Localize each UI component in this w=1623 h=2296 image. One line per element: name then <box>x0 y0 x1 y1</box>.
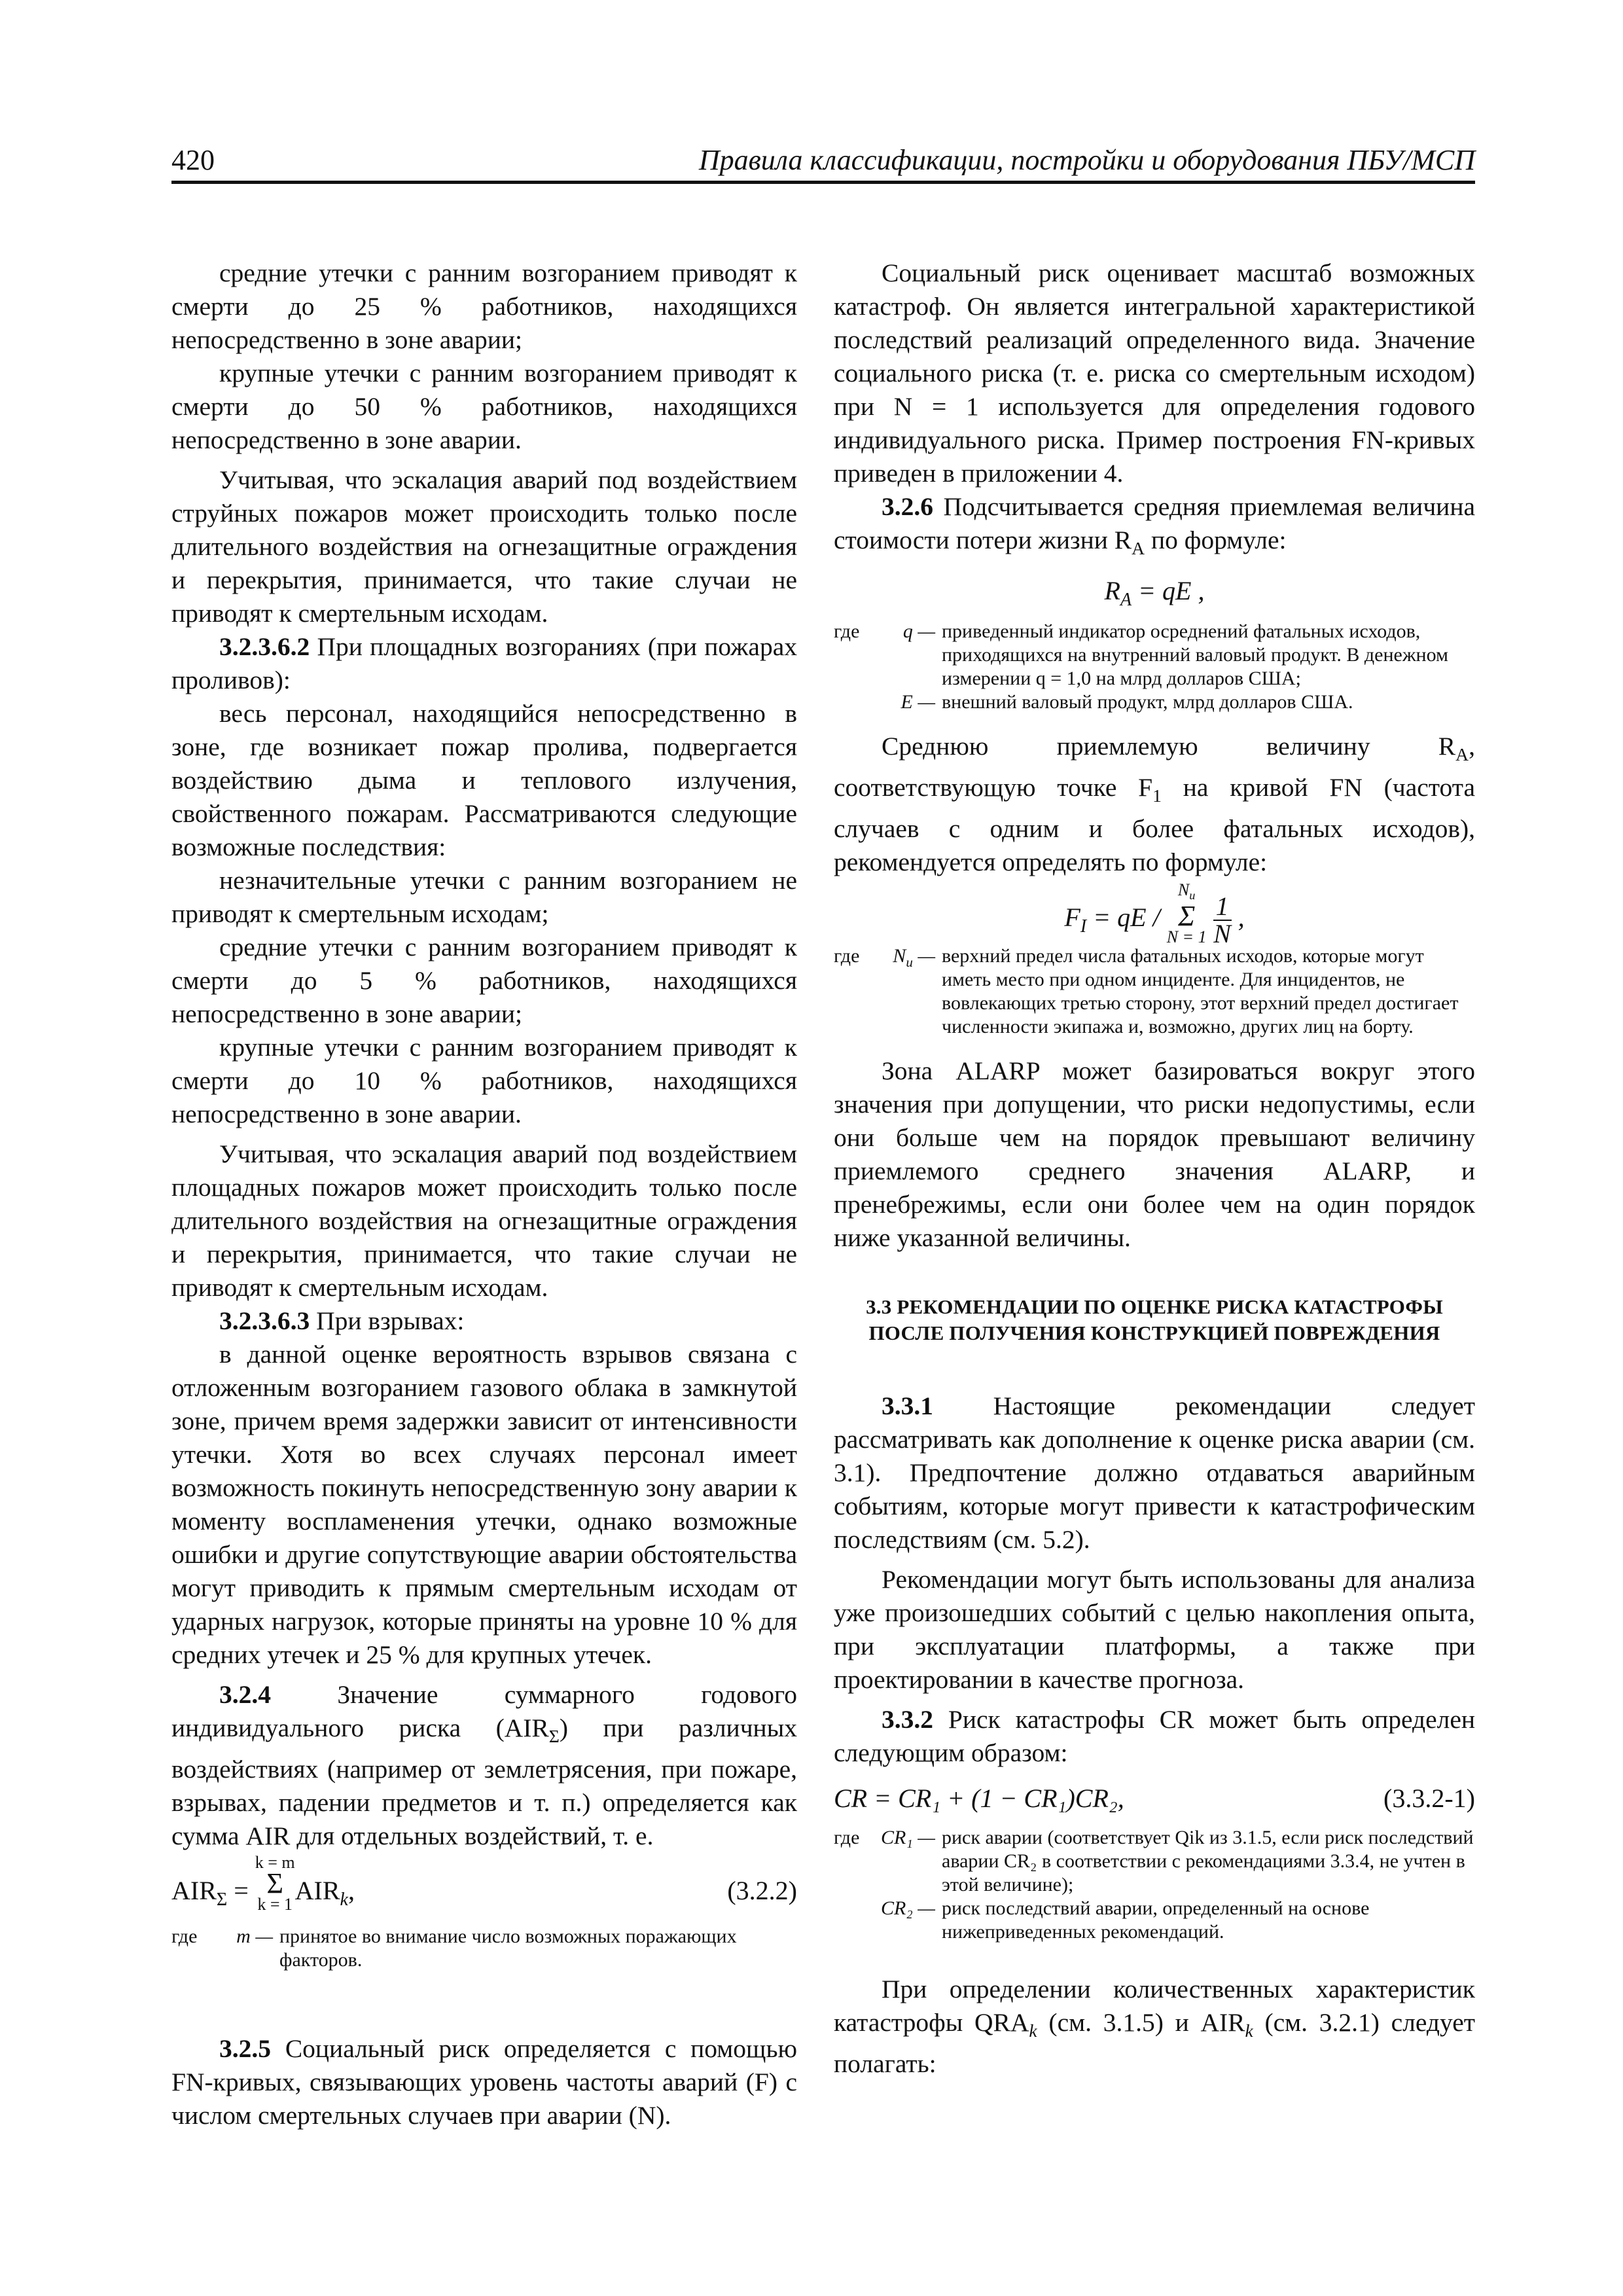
left-column <box>171 257 797 2132</box>
formula-ra: $R_A$ = qE , <box>1104 575 1205 610</box>
paragraph: 3.2.5 Социальный риск определяется с помощью FN-кривых, связывающих уровень частоты аварий (F) с числом смертельных случаев при аварии (N). <box>171 2034 797 2130</box>
clause-number: 3.2.6 <box>882 492 933 521</box>
formula-3-3-2-1: CR = CR₁ + (1 − CR₁)CR₂, (3.3.2-1) <box>834 1779 1475 1817</box>
formula-fi: $F_I$ = qE / $N_u$ Σ N = 1 $\frac{1}{N}$ , <box>1064 880 1245 948</box>
where-block: где q — приведенный индикатор осреднений фатальных исходов, приходящихся на внутренний валовый продукт. В денежном измерении q = 1,0 на млрд долларов США; E — внешний валовый продукт, млрд долларов США. <box>834 620 1449 713</box>
paragraph: незначительные утечки с ранним возгоранием не приводят к смертельным исходам; <box>171 866 797 928</box>
paragraph: крупные утечки с ранним возгоранием приводят к смерти до 50 % работников, находящихся непосредственно в зоне аварии. <box>171 359 797 454</box>
section-heading: 3.3 РЕКОМЕНДАЦИИ ПО ОЦЕНКЕ РИСКА КАТАСТРОФЫ ПОСЛЕ ПОЛУЧЕНИЯ КОНСТРУКЦИЕЙ ПОВРЕЖДЕНИЯ <box>866 1295 1443 1344</box>
page-header <box>171 143 1475 184</box>
running-title: Правила классификации, постройки и оборудования ПБУ/МСП <box>698 144 1475 176</box>
fraction: $\frac{1}{N}$ <box>1213 891 1231 948</box>
paragraph: Среднюю приемлемую величину $R_A$, соответствующую точке $F_1$ на кривой FN (частота случаев с одним и более фатальных исходов), рекомендуется определять по формуле: <box>834 731 1475 876</box>
paragraph: средние утечки с ранним возгоранием приводят к смерти до 5 % работников, находящихся непосредственно в зоне аварии; <box>171 933 797 1028</box>
paragraph: Учитывая, что эскалация аварий под воздействием струйных пожаров может происходить только после длительного воздействия на огнезащитные ограждения и перекрытия, принимается, что такие случаи не приводят к смертельным исходам. <box>171 465 797 628</box>
clause-number: 3.2.5 <box>219 2034 271 2063</box>
paragraph: Социальный риск оценивает масштаб возможных катастроф. Он является интегральной характеристикой последствий реализаций определенного вида. Значение социального риска (т. е. риска со смертельным исходом) при N = 1 используется для определения годового индивидуального риска. Пример построения FN-кривых приведен в приложении 4. <box>834 259 1475 488</box>
paragraph: Зона ALARP может базироваться вокруг этого значения при допущении, что риски недопустимы, если они больше чем на порядок превышают величину приемлемого среднего значения ALARP, и пренебрежимы, если они более чем на один порядок ниже указанной величины. <box>834 1056 1475 1252</box>
where-block: где CR₁ — риск аварии (соответствует Qik из 3.1.5, если риск последствий аварии CR₂ в соответствии с рекомендациями 3.3.4, не учтен в этой величине); CR₂ — риск последствий аварии, определенный на основе нижеприведенных рекомендаций. <box>834 1826 1474 1943</box>
clause-number: 3.3.1 <box>882 1391 933 1420</box>
paragraph: в данной оценке вероятность взрывов связана с отложенным возгоранием газового облака в замкнутой зоне, причем время задержки зависит от интенсивности утечки. Хотя во всех случаях персонал имеет возможность покинуть непосредственную зону аварии к моменту воспламенения утечки, однако возможные ошибки и другие сопутствующие аварии обстоятельства могут приводить к прямым смертельным исходам от ударных нагрузок, которые приняты на уровне 10 % для средних утечек и 25 % для крупных утечек. <box>171 1340 797 1669</box>
clause-number: 3.3.2 <box>882 1704 933 1734</box>
clause-number: 3.2.3.6.2 <box>219 632 310 661</box>
where-block: где $N_u$ — верхний предел числа фатальных исходов, которые могут иметь место при одном инциденте. Для инцидентов, не вовлекающих третью сторону, этот верхний предел достигает численности экипажа и, возможно, других лиц на борту. <box>834 944 1459 1037</box>
paragraph: При определении количественных характеристик катастрофы $QRA_k$ (см. 3.1.5) и $AIR_k$ (см. 3.2.1) следует полагать: <box>834 1974 1476 2078</box>
clause-number: 3.2.3.6.3 <box>219 1306 310 1335</box>
equation-number: (3.2.2) <box>727 1875 797 1905</box>
clause-number: 3.2.4 <box>219 1680 271 1709</box>
paragraph: 3.2.6 Подсчитывается средняя приемлемая величина стоимости потери жизни $R_A$ по формуле: <box>834 492 1475 558</box>
page-number: 420 <box>171 144 215 176</box>
paragraph: Учитывая, что эскалация аварий под воздействием площадных пожаров может происходить только после длительного воздействия на огнезащитные ограждения и перекрытия, принимается, что такие случаи не приводят к смертельным исходам. <box>171 1139 797 1302</box>
paragraph: средние утечки с ранним возгоранием приводят к смерти до 25 % работников, находящихся непосредственно в зоне аварии; <box>171 259 797 354</box>
formula-3-2-2: $AIR_\Sigma = k = m$ Σ $k = 1AIR_k$, (3.2.2) <box>171 1852 797 1914</box>
equation-number: (3.3.2-1) <box>1383 1783 1475 1813</box>
paragraph: крупные утечки с ранним возгоранием приводят к смерти до 10 % работников, находящихся непосредственно в зоне аварии. <box>171 1033 797 1128</box>
paragraph: 3.3.1 Настоящие рекомендации следует рассматривать как дополнение к оценке риска аварии (см. 3.1). Предпочтение должно отдаваться аварийным событиям, которые могут привести к катастрофическим последствиям (см. 5.2). <box>834 1391 1475 1554</box>
paragraph: 3.2.3.6.2 При площадных возгораниях (при пожарах проливов): <box>171 632 797 694</box>
right-column <box>834 257 1475 2081</box>
sum-operator: $N_u$ Σ N = 1 <box>1166 880 1207 946</box>
paragraph: 3.3.2 Риск катастрофы CR может быть определен следующим образом: <box>834 1704 1475 1767</box>
sum-operator: k = m Σ k = 1 <box>255 1852 295 1914</box>
paragraph: 3.2.3.6.3 При взрывах: <box>219 1306 465 1335</box>
paragraph: весь персонал, находящийся непосредственно в зоне, где возникает пожар пролива, подвергается воздействию дыма и теплового излучения, свойственного пожарам. Рассматриваются следующие возможные последствия: <box>171 699 797 861</box>
paragraph: Рекомендации могут быть использованы для анализа уже произошедших событий с целью накопления опыта, при эксплуатации платформы, а также при проектировании в качестве прогноза. <box>834 1564 1475 1694</box>
paragraph: 3.2.4 Значение суммарного годового индивидуального риска $(AIR_\Sigma)$ при различных воздействиях (например от землетрясения, при пожаре, взрывах, падении предметов и т. п.) определяется как сумма AIR для отдельных воздействий, т. е. <box>171 1680 797 1850</box>
where-block: где m — принятое во внимание число возможных поражающих факторов. <box>171 1925 737 1971</box>
